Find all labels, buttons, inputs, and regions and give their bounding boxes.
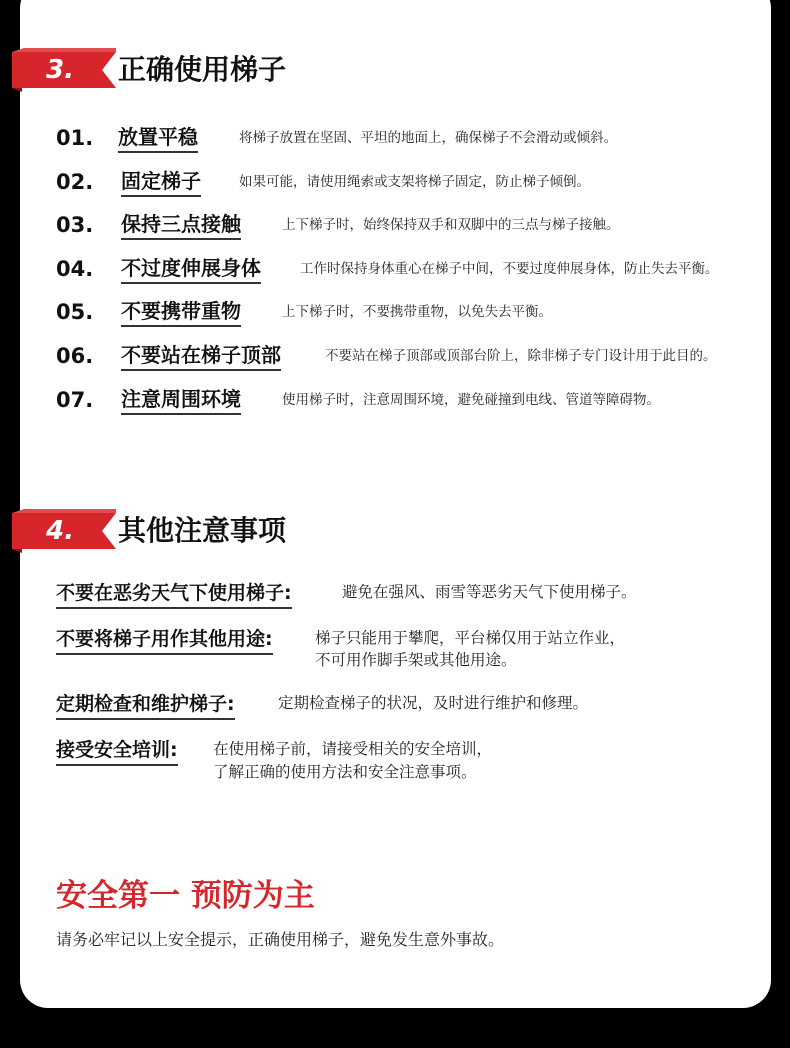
note-description-line-2: 了解正确的使用方法和安全注意事项。 — [213, 763, 477, 781]
item-number: 07. — [56, 388, 94, 412]
item-number: 06. — [56, 344, 94, 368]
section-4-header — [20, 509, 771, 561]
item-number: 01. — [56, 126, 94, 150]
section-title: 其他注意事项 — [118, 514, 287, 547]
item-title: 不过度伸展身体 — [121, 254, 261, 284]
item-number: 05. — [56, 300, 94, 324]
item-title: 不要携带重物 — [121, 297, 241, 327]
note-title: 不要在恶劣天气下使用梯子: — [56, 579, 292, 609]
list-item — [20, 254, 771, 288]
item-title: 注意周围环境 — [121, 385, 241, 415]
note-description: 定期检查梯子的状况，及时进行维护和修理。 — [278, 694, 589, 712]
slogan-subtitle: 请务必牢记以上安全提示，正确使用梯子，避免发生意外事故。 — [56, 930, 505, 949]
note-description: 在使用梯子前，请接受相关的安全培训， — [213, 740, 493, 758]
item-description: 不要站在梯子顶部或顶部台阶上，除非梯子专门设计用于此目的。 — [325, 348, 717, 364]
item-title: 保持三点接触 — [121, 210, 241, 240]
note-title: 接受安全培训: — [56, 736, 178, 766]
list-item — [20, 167, 771, 201]
section-number: 4. — [46, 516, 74, 546]
item-number: 02. — [56, 170, 94, 194]
item-description: 如果可能，请使用绳索或支架将梯子固定，防止梯子倾倒。 — [239, 174, 590, 190]
note-description-line-2: 不可用作脚手架或其他用途。 — [315, 651, 517, 669]
note-description: 避免在强风、雨雪等恶劣天气下使用梯子。 — [342, 583, 637, 601]
list-item — [20, 123, 771, 157]
note-description: 梯子只能用于攀爬，平台梯仅用于站立作业， — [315, 629, 626, 647]
item-title: 固定梯子 — [121, 167, 201, 197]
list-item — [20, 210, 771, 244]
list-item — [20, 341, 771, 375]
item-title: 不要站在梯子顶部 — [121, 341, 281, 371]
item-description: 上下梯子时，始终保持双手和双脚中的三点与梯子接触。 — [282, 217, 620, 233]
section-title: 正确使用梯子 — [118, 53, 287, 86]
list-item — [20, 385, 771, 419]
item-description: 上下梯子时，不要携带重物，以免失去平衡。 — [282, 304, 552, 320]
section-number: 3. — [46, 55, 74, 85]
item-number: 03. — [56, 213, 94, 237]
slogan-title: 安全第一 预防为主 — [56, 878, 315, 914]
note-title: 定期检查和维护梯子: — [56, 690, 235, 720]
item-description: 工作时保持身体重心在梯子中间，不要过度伸展身体，防止失去平衡。 — [300, 261, 719, 277]
item-description: 使用梯子时，注意周围环境，避免碰撞到电线、管道等障碍物。 — [282, 392, 660, 408]
item-description: 将梯子放置在坚固、平坦的地面上，确保梯子不会滑动或倾斜。 — [239, 130, 617, 146]
item-number: 04. — [56, 257, 94, 281]
content-card — [20, 0, 771, 1008]
item-title: 放置平稳 — [118, 123, 198, 153]
list-item — [20, 297, 771, 331]
note-title: 不要将梯子用作其他用途: — [56, 625, 273, 655]
section-3-header — [20, 48, 771, 100]
